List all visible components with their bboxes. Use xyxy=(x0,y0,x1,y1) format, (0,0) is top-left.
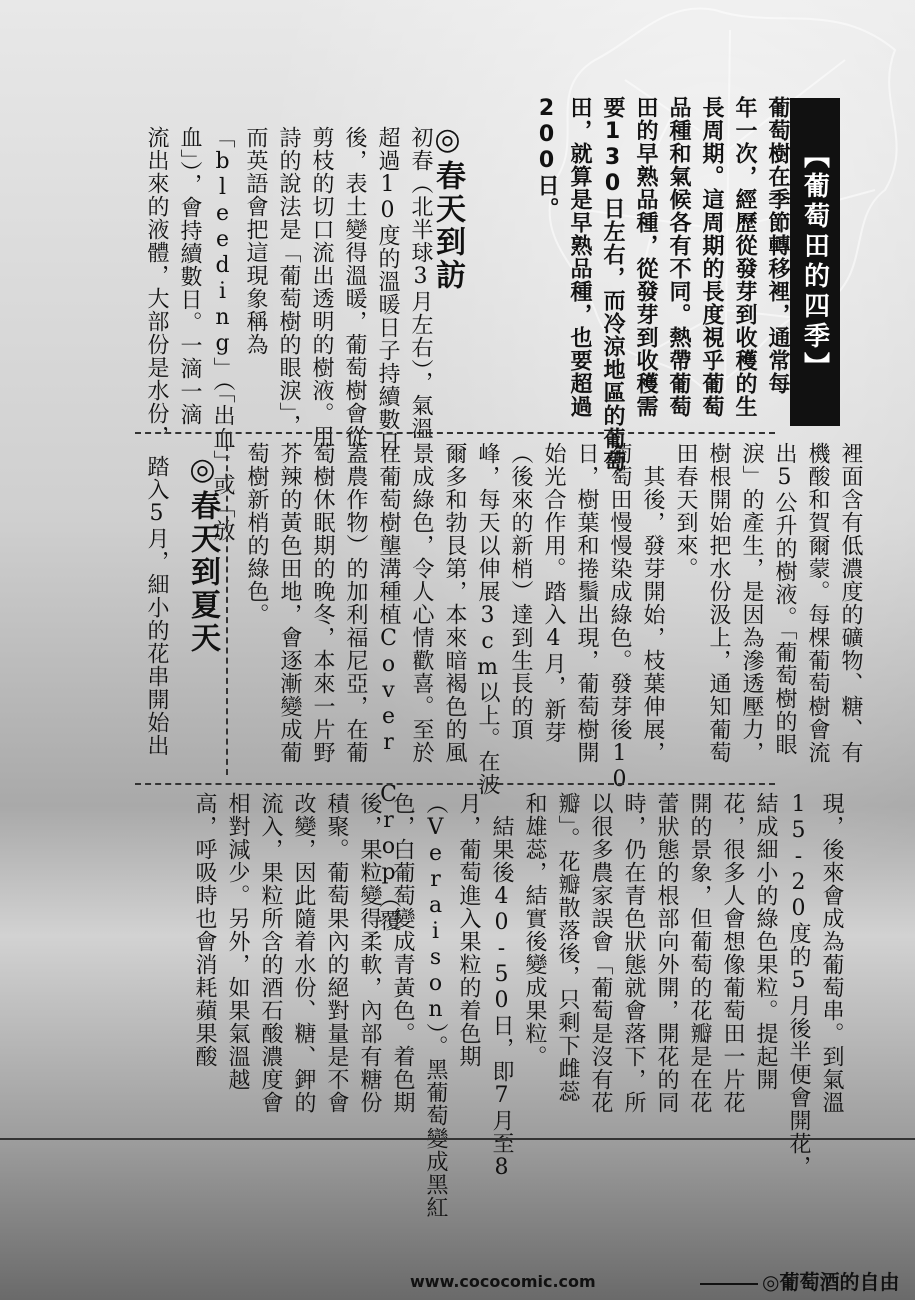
article-title-box xyxy=(790,98,840,426)
book-title-footer: ◎葡萄酒的自由 xyxy=(762,1270,900,1294)
footer-rule xyxy=(700,1283,758,1285)
article-title: 【葡萄田的四季】 xyxy=(799,142,830,382)
divider-top xyxy=(135,432,775,434)
footer-divider xyxy=(0,1138,915,1140)
section-heading-spring-summer: ◎春天到夏天 xyxy=(185,452,220,655)
intro-paragraph: 葡萄樹在季節轉移裡，通常每 年一次，經歷從發芽到收穫的生 長周期。這周期的長度視乎葡萄 品種和氣候各有不同。熱帶葡萄 田的早熟品種，從發芽到收穫需 要130日左右，而冷涼地區的葡萄 田，就算是早熟品種，也要超過 200日。 xyxy=(534,96,790,473)
section-heading-spring: ◎春天到訪 xyxy=(430,122,465,292)
divider-middle xyxy=(135,783,775,785)
divider-heading-left xyxy=(226,445,228,775)
section-text-spring-part1: 初春（北半球3月左右），氣溫 超過10度的溫暖日子持續數日 後，表土變得溫暖，葡萄樹會從 剪枝的切口流出透明的樹液。用 詩的說法是「葡萄樹的眼淚」， 而英語會把這現象稱為 「bleeding」（「出血」或「放 血」），會持續數日。一滴一滴 流出來的液體，大部份是水份， xyxy=(144,126,433,542)
watermark-url: www.cococomic.com xyxy=(410,1272,596,1291)
section-text-spring-summer-part1: 踏入5月，細小的花串開始出 xyxy=(144,455,169,757)
section-text-spring-summer-part2: 現，後來會成為葡萄串。到氣溫 15-20度的5月後半便會開花， 結成細小的綠色果粒。提起開 花，很多人會想像葡萄田一片花 開的景象，但葡萄的花瓣是在花 蕾狀態的根部向外開，開花的同 時，仍在青色狀態就會落下，所 以很多農家誤會「葡萄是沒有花 瓣」。花瓣散落後，只剩下雌蕊 和雄蕊，結實後變成果粒。 結果後40-50日，即7月至8 月，葡萄進入果粒的着色期 （Veraison）。黑葡萄變成黑紅 色，白葡萄變成青黃色。着色期 後，果粒變得柔軟，內部有糖份 積聚。葡萄果內的絕對量是不會 改變，因此隨着水份、糖、鉀的 流入，果粒所含的酒石酸濃度會 相對減少。另外，如果氣溫越 高，呼吸時也會消耗蘋果酸 xyxy=(192,792,844,1219)
section-text-spring-part2: 裡面含有低濃度的礦物、糖、有 機酸和賀爾蒙。每棵葡萄樹會流 出5公升的樹液。「葡萄樹的眼 淚」的產生，是因為滲透壓力， 樹根開始把水份汲上，通知葡萄 田春天到來。 其後，發芽開始，枝葉伸展， 葡萄田慢慢染成綠色。發芽後10 日，樹葉和捲鬚出現，葡萄樹開 始光合作用。踏入4月，新芽 （後來的新梢）達到生長的頂 峰，每天以伸展3cm以上。在波 爾多和勃艮第，本來暗褐色的風 景成綠色，令人心情歡喜。至於 在葡萄樹壟溝種植Cover Crop（覆 蓋農作物）的加利福尼亞，在葡 萄樹休眠期的晚冬，本來一片野 芥辣的黃色田地，會逐漸變成葡 萄樹新梢的綠色。 xyxy=(244,442,863,932)
